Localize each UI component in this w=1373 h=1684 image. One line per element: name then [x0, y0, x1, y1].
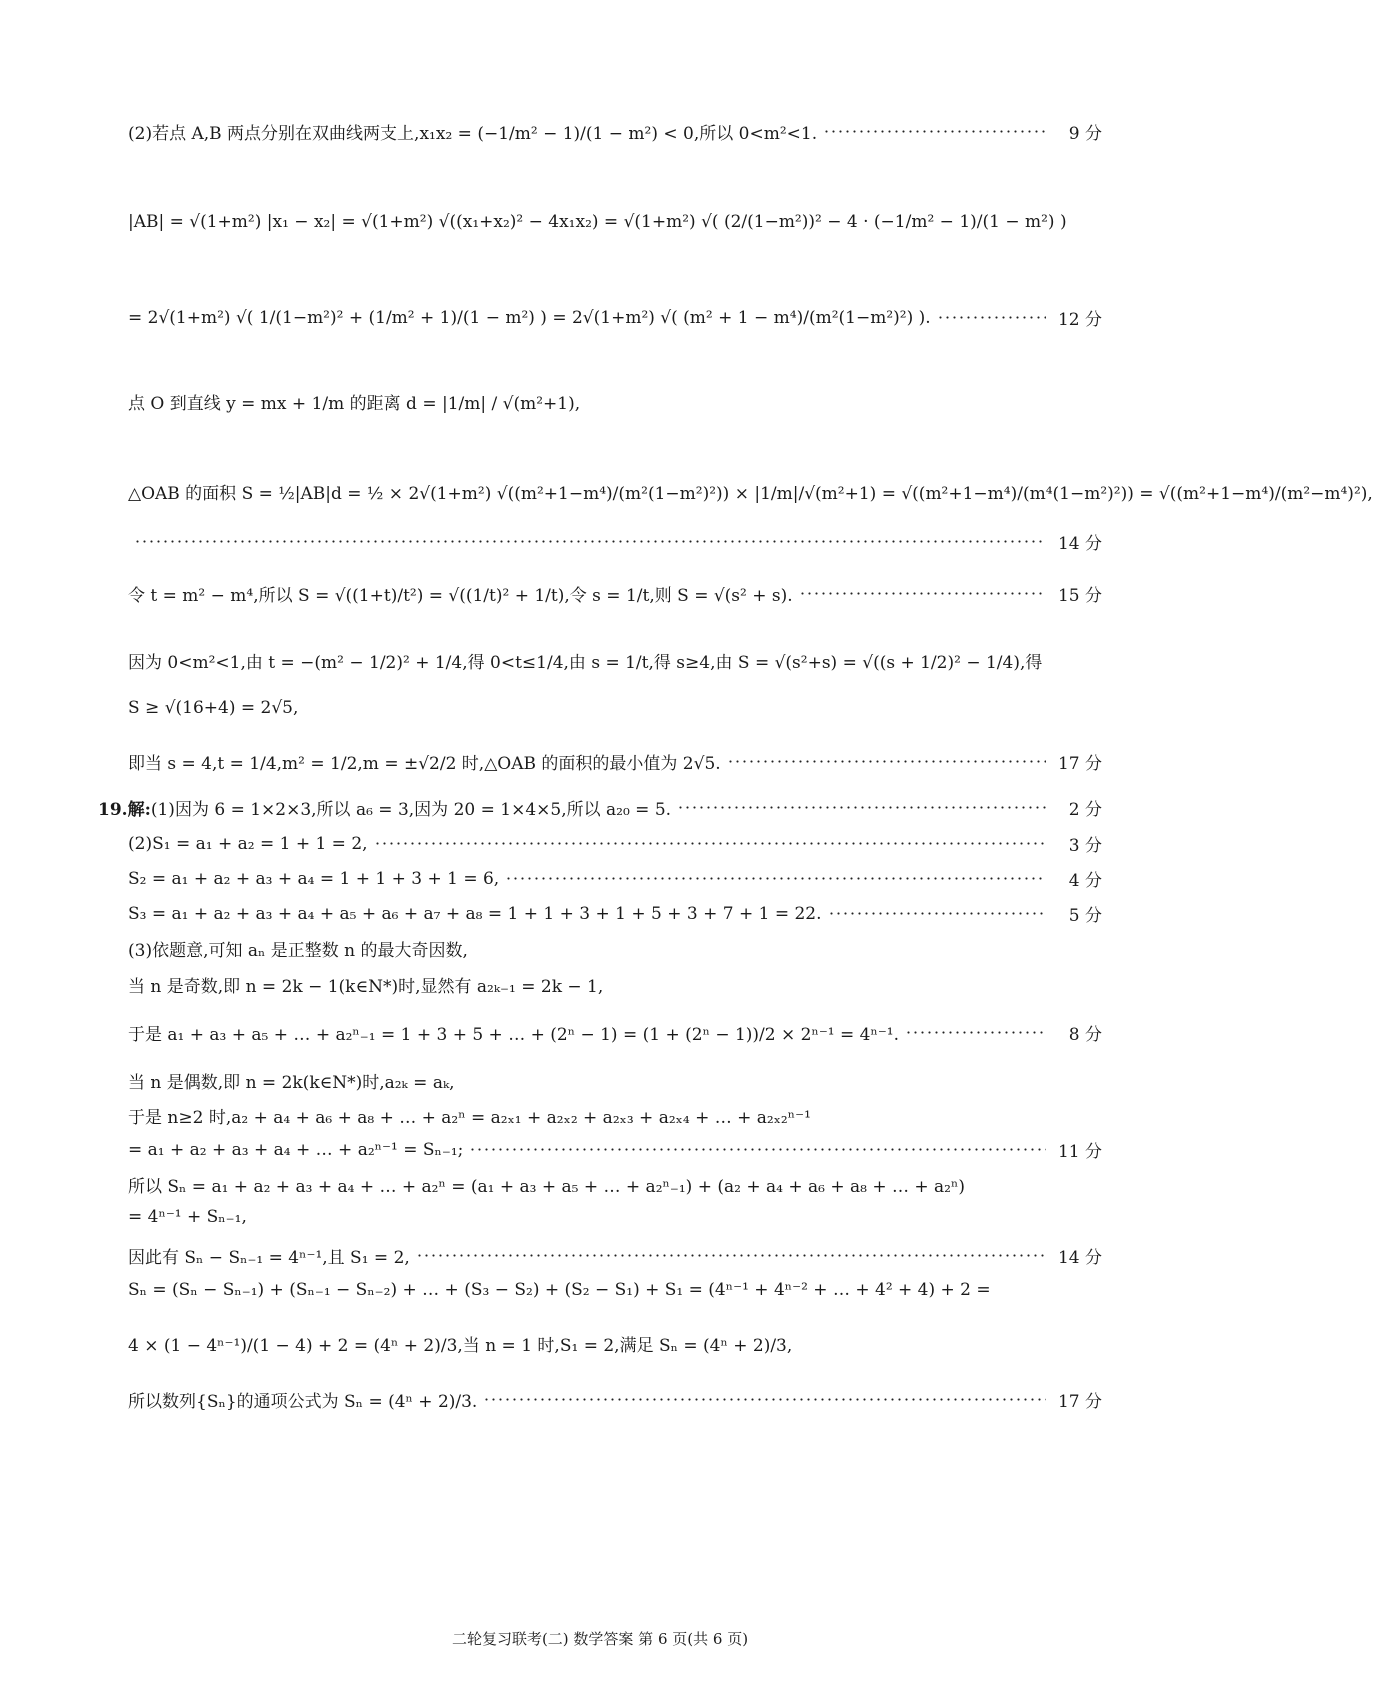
score-mark: 17 分 — [1057, 1392, 1102, 1412]
dot-leader — [799, 592, 1046, 595]
math-expression — [128, 479, 1373, 504]
solution-line — [128, 749, 1102, 774]
math-expression — [128, 1140, 463, 1160]
dot-leader — [677, 806, 1046, 809]
solution-line — [128, 972, 1102, 997]
dot-leader — [134, 540, 1046, 543]
solution-line — [128, 212, 1102, 232]
math-expression — [128, 698, 298, 718]
dot-leader — [483, 1398, 1046, 1401]
math-expression — [128, 119, 817, 144]
expression-text: △OAB 的面积 S = ½|AB|d = ½ × 2√(1+m²) √((m²+1−m⁴)/(m²(1−m²)²)) × |1/m|/√(m²+1) = √((m²+1−m⁴)/(m⁴(1−m²)²)) = √((m²+1−m⁴)/(m²−m⁴)²), — [128, 484, 1373, 504]
solution-line — [128, 1137, 1102, 1162]
dot-leader — [505, 877, 1046, 880]
score-mark: 15 分 — [1057, 586, 1102, 606]
dot-leader — [905, 1031, 1046, 1034]
expression-text: 所以 Sₙ = a₁ + a₂ + a₃ + a₄ + … + a₂ⁿ = (a₁ + a₃ + a₅ + … + a₂ⁿ₋₁) + (a₂ + a₄ + a₆ + a₈ + … + a₂ⁿ) — [128, 1177, 965, 1197]
solution-line — [128, 1331, 1102, 1356]
solution-line — [128, 1172, 1102, 1197]
math-expression — [128, 1280, 991, 1300]
math-expression — [98, 795, 671, 820]
math-expression — [128, 1387, 477, 1412]
solution-line — [128, 698, 1102, 718]
math-expression — [128, 936, 468, 961]
score-mark: 17 分 — [1057, 754, 1102, 774]
math-expression — [128, 581, 793, 606]
expression-text: (1)因为 6 = 1×2×3,所以 a₆ = 3,因为 20 = 1×4×5,所以 a₂₀ = 5. — [150, 800, 672, 820]
math-expression — [128, 308, 931, 328]
dot-leader — [416, 1254, 1046, 1257]
math-expression — [128, 1020, 899, 1045]
solution-line — [128, 831, 1102, 856]
solution-line — [128, 901, 1102, 926]
expression-text: 4 × (1 − 4ⁿ⁻¹)/(1 − 4) + 2 = (4ⁿ + 2)/3,当 n = 1 时,S₁ = 2,满足 Sₙ = (4ⁿ + 2)/3, — [128, 1336, 793, 1356]
dot-leader — [469, 1148, 1046, 1151]
score-mark: 4 分 — [1068, 871, 1102, 891]
solution-line — [128, 1243, 1102, 1268]
math-expression — [128, 1068, 455, 1093]
score-mark: 14 分 — [1057, 534, 1102, 554]
question-number: 19.解: — [98, 800, 151, 820]
score-mark: 3 分 — [1068, 836, 1102, 856]
math-expression — [128, 648, 1042, 673]
math-expression — [128, 389, 580, 414]
solution-line — [128, 866, 1102, 891]
expression-text: = 4ⁿ⁻¹ + Sₙ₋₁, — [128, 1207, 247, 1227]
math-expression — [128, 904, 822, 924]
solution-line — [128, 119, 1102, 144]
solution-line — [128, 1387, 1102, 1412]
math-expression — [128, 972, 603, 997]
score-mark: 14 分 — [1057, 1248, 1102, 1268]
math-expression — [128, 869, 499, 889]
solution-line — [128, 1207, 1102, 1227]
math-expression — [128, 212, 1067, 232]
expression-text: = a₁ + a₂ + a₃ + a₄ + … + a₂ⁿ⁻¹ = Sₙ₋₁; — [128, 1139, 464, 1160]
score-mark: 5 分 — [1068, 906, 1102, 926]
expression-text: S₂ = a₁ + a₂ + a₃ + a₄ = 1 + 1 + 3 + 1 = 6, — [128, 868, 500, 889]
expression-text: = 2√(1+m²) √( 1/(1−m²)² + (1/m² + 1)/(1 − m²) ) = 2√(1+m²) √( (m² + 1 − m⁴)/(m²(1−m²)²) ). — [128, 307, 931, 328]
solution-line — [98, 795, 1102, 820]
expression-text: Sₙ = (Sₙ − Sₙ₋₁) + (Sₙ₋₁ − Sₙ₋₂) + … + (S₃ − S₂) + (S₂ − S₁) + S₁ = (4ⁿ⁻¹ + 4ⁿ⁻² + … + 4² + 4) + 2 = — [128, 1280, 991, 1300]
expression-text: (2)S₁ = a₁ + a₂ = 1 + 1 = 2, — [128, 833, 368, 854]
expression-text: |AB| = √(1+m²) |x₁ − x₂| = √(1+m²) √((x₁+x₂)² − 4x₁x₂) = √(1+m²) √( (2/(1−m²))² − 4 · (−1/m² − 1)/(1 − m²) ) — [128, 212, 1067, 232]
solution-line — [128, 389, 1102, 414]
expression-text: 当 n 是奇数,即 n = 2k − 1(k∈N*)时,显然有 a₂ₖ₋₁ = 2k − 1, — [128, 977, 604, 997]
expression-text: 当 n 是偶数,即 n = 2k(k∈N*)时,a₂ₖ = aₖ, — [128, 1073, 455, 1093]
math-expression — [128, 1172, 965, 1197]
math-expression — [128, 1331, 792, 1356]
math-expression — [128, 1243, 410, 1268]
math-expression — [128, 749, 721, 774]
dot-leader — [937, 316, 1046, 319]
dot-leader — [727, 760, 1046, 763]
expression-text: (3)依题意,可知 aₙ 是正整数 n 的最大奇因数, — [128, 941, 468, 961]
math-expression — [128, 834, 368, 854]
expression-text: (2)若点 A,B 两点分别在双曲线两支上,x₁x₂ = (−1/m² − 1)/(1 − m²) < 0,所以 0<m²<1. — [128, 124, 818, 144]
score-mark: 9 分 — [1068, 124, 1102, 144]
solution-line — [128, 936, 1102, 961]
solution-line — [128, 1280, 1102, 1300]
expression-text: 所以数列{Sₙ}的通项公式为 Sₙ = (4ⁿ + 2)/3. — [128, 1392, 478, 1412]
math-expression — [128, 1207, 247, 1227]
solution-line — [128, 1103, 1102, 1128]
dot-leader — [374, 842, 1046, 845]
dot-leader — [828, 912, 1046, 915]
solution-line — [128, 648, 1102, 673]
score-mark: 12 分 — [1057, 310, 1102, 330]
score-mark: 2 分 — [1068, 800, 1102, 820]
expression-text: 即当 s = 4,t = 1/4,m² = 1/2,m = ±√2/2 时,△OAB 的面积的最小值为 2√5. — [128, 754, 721, 774]
solution-line — [128, 1020, 1102, 1045]
expression-text: S ≥ √(16+4) = 2√5, — [128, 698, 299, 718]
expression-text: 令 t = m² − m⁴,所以 S = √((1+t)/t²) = √((1/t)² + 1/t),令 s = 1/t,则 S = √(s² + s). — [128, 586, 793, 606]
expression-text: 于是 a₁ + a₃ + a₅ + … + a₂ⁿ₋₁ = 1 + 3 + 5 + … + (2ⁿ − 1) = (1 + (2ⁿ − 1))/2 × 2ⁿ⁻¹ = 4ⁿ⁻¹. — [128, 1025, 900, 1045]
expression-text: 点 O 到直线 y = mx + 1/m 的距离 d = |1/m| / √(m²+1), — [128, 394, 581, 414]
expression-text: S₃ = a₁ + a₂ + a₃ + a₄ + a₅ + a₆ + a₇ + a₈ = 1 + 1 + 3 + 1 + 5 + 3 + 7 + 1 = 22. — [128, 903, 822, 924]
solution-line — [128, 305, 1102, 330]
dot-leader — [823, 130, 1046, 133]
page-footer: 二轮复习联考(二) 数学答案 第 6 页(共 6 页) — [451, 1630, 749, 1648]
solution-line — [128, 1068, 1102, 1093]
expression-text: 于是 n≥2 时,a₂ + a₄ + a₆ + a₈ + … + a₂ⁿ = a₂ₓ₁ + a₂ₓ₂ + a₂ₓ₃ + a₂ₓ₄ + … + a₂ₓ₂ⁿ⁻¹ — [128, 1108, 811, 1128]
solution-line — [128, 529, 1102, 554]
expression-text: 因此有 Sₙ − Sₙ₋₁ = 4ⁿ⁻¹,且 S₁ = 2, — [128, 1248, 410, 1268]
solution-line — [128, 581, 1102, 606]
math-expression — [128, 1103, 811, 1128]
score-mark: 8 分 — [1068, 1025, 1102, 1045]
solution-line — [128, 479, 1373, 504]
expression-text: 因为 0<m²<1,由 t = −(m² − 1/2)² + 1/4,得 0<t≤1/4,由 s = 1/t,得 s≥4,由 S = √(s²+s) = √((s + 1/2)² − 1/4),得 — [128, 653, 1043, 673]
score-mark: 11 分 — [1057, 1142, 1102, 1162]
